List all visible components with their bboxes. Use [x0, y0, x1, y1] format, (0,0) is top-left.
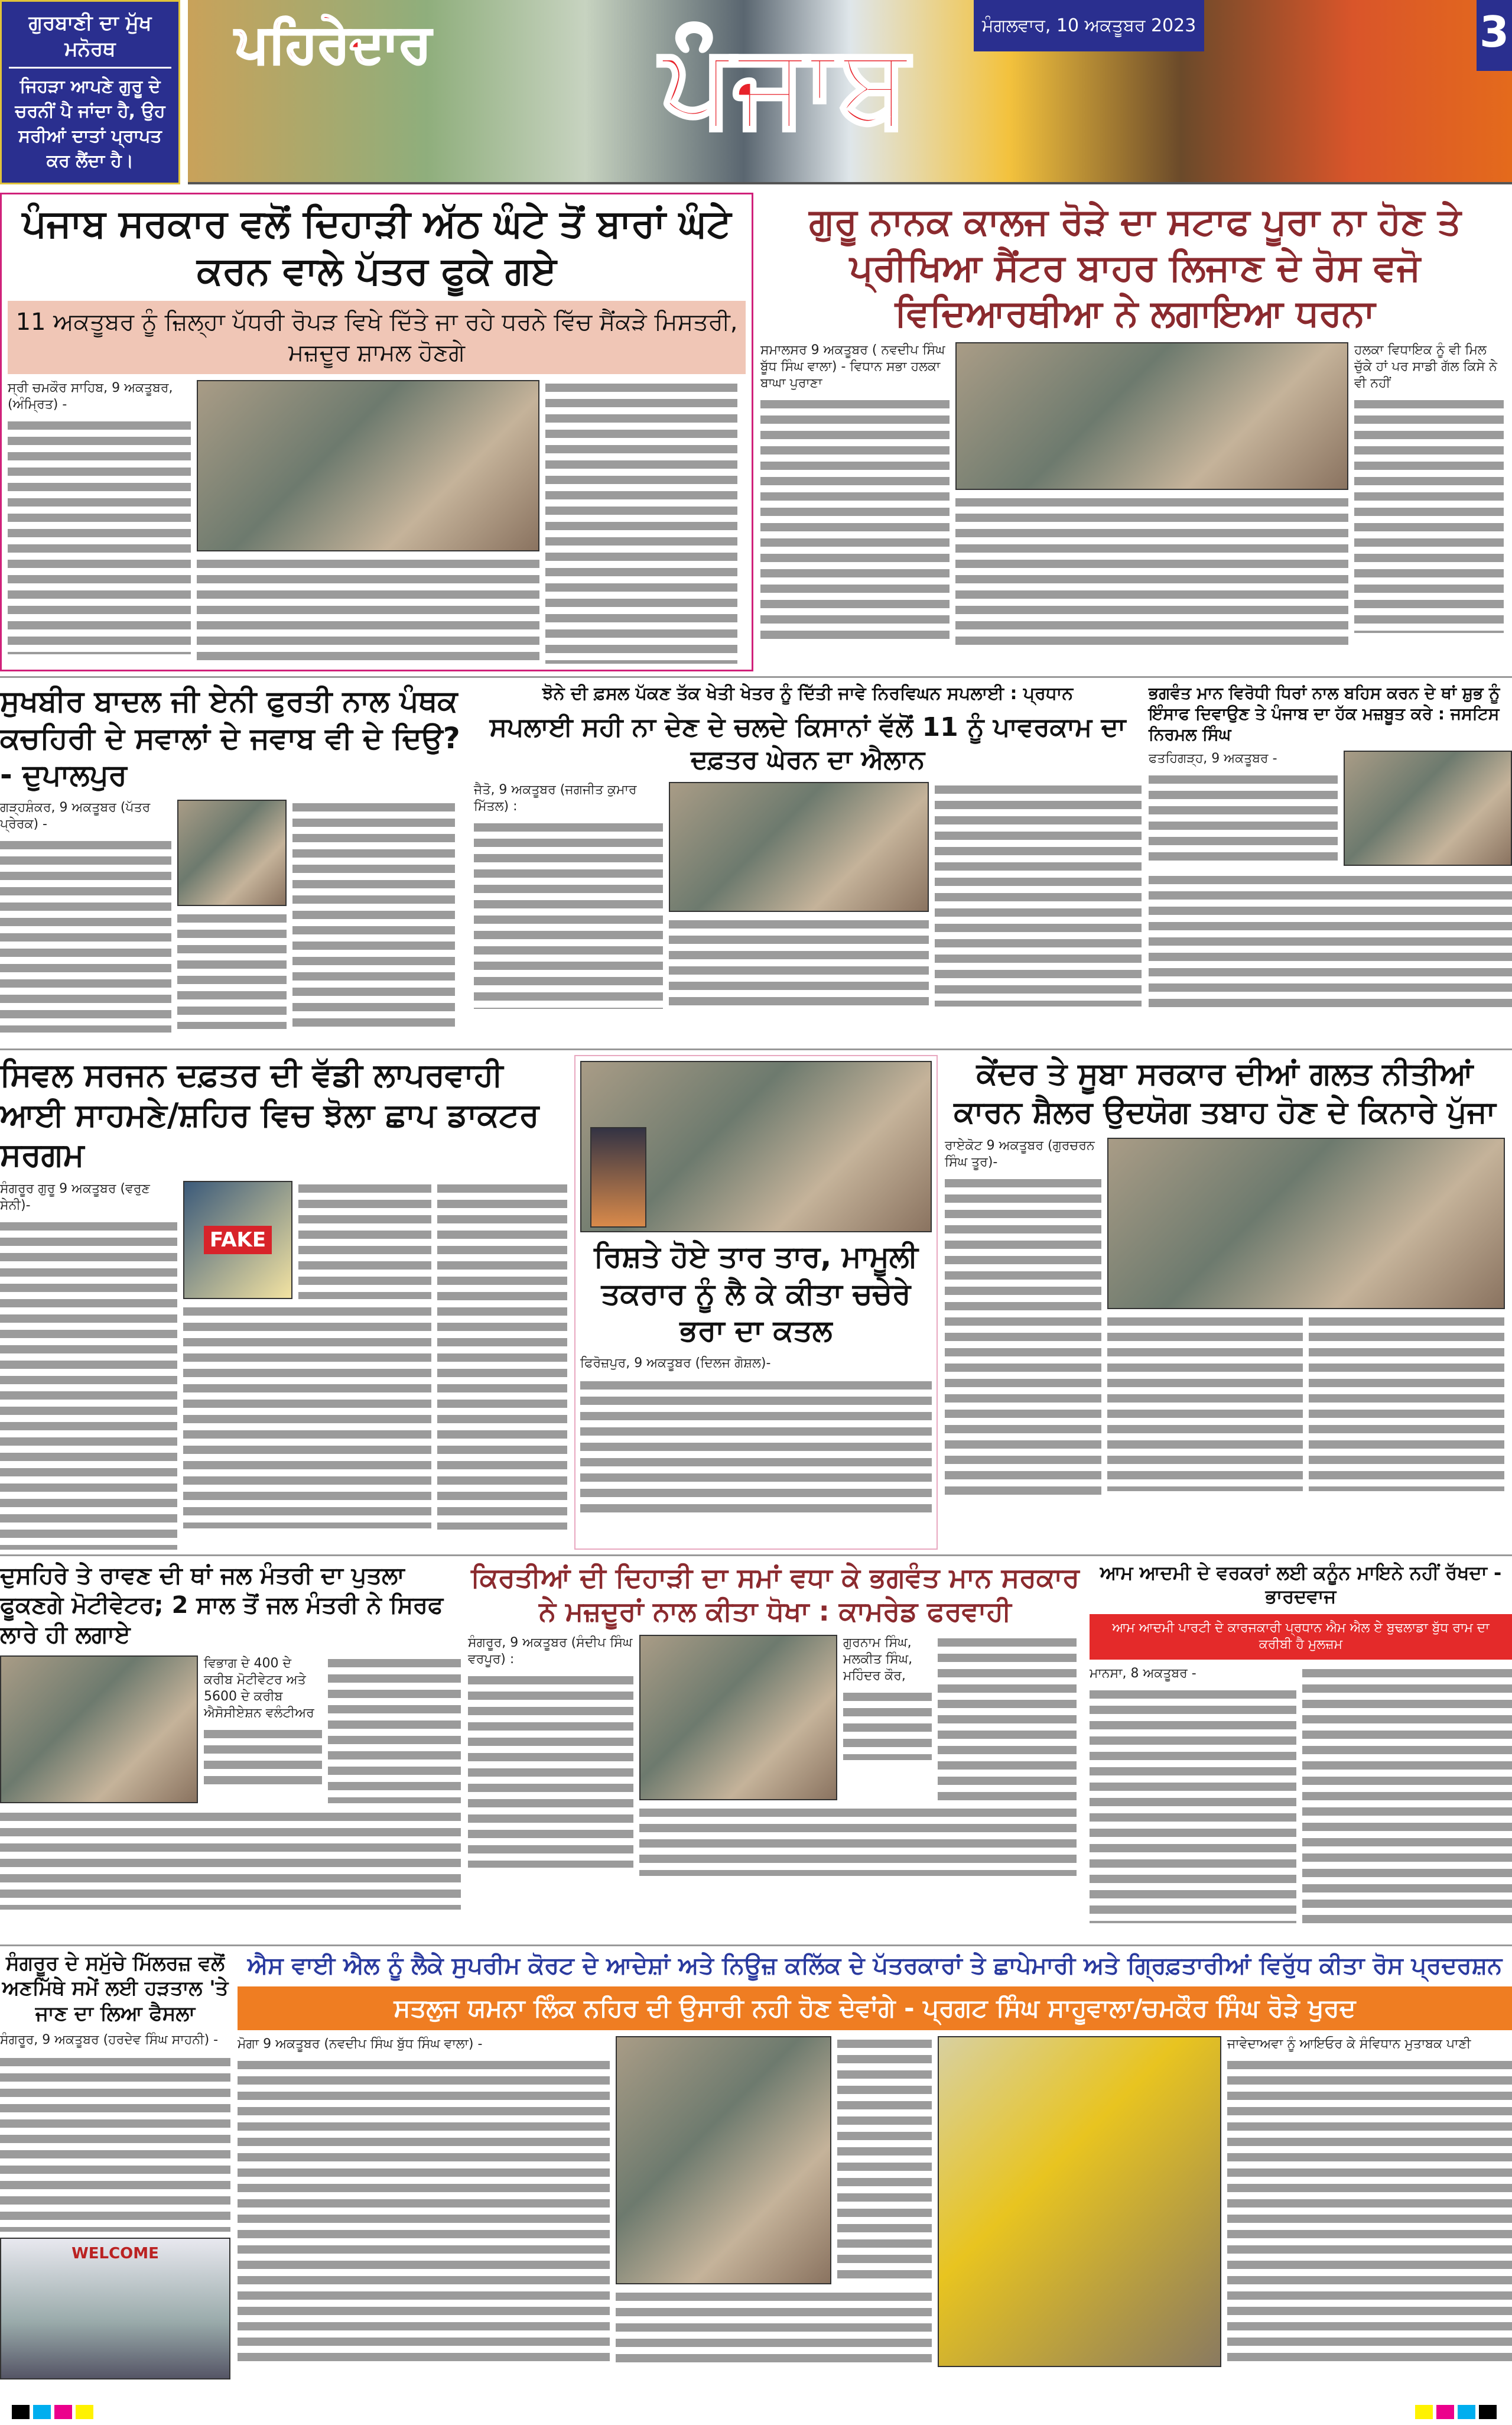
portrait-photo — [1344, 751, 1512, 866]
story-aap-workers — [1090, 1561, 1512, 1940]
body-text — [1107, 1314, 1303, 1491]
portrait-photo — [177, 800, 287, 906]
body-text — [197, 556, 539, 663]
body-text — [8, 418, 191, 654]
body-text — [760, 397, 950, 645]
story-powercom — [474, 683, 1142, 1044]
body-text — [639, 1805, 1077, 1876]
dateline: ਮਾਨਸਾ, 8 ਅਕਤੂਬਰ - — [1090, 1666, 1196, 1681]
story-columns — [1090, 1666, 1512, 1926]
column — [1090, 1666, 1296, 1923]
page-number: 3 — [1477, 0, 1512, 71]
story-columns — [760, 342, 1510, 648]
dateline: ਸੰਗਰੂਰ, 9 ਅਕਤੂਬਰ (ਹਰਦੇਵ ਸਿੰਘ ਸਾਹਨੀ) - — [0, 2033, 219, 2047]
headline: ਸਪਲਾਈ ਸਹੀ ਨਾ ਦੇਣ ਦੇ ਚਲਦੇ ਕਿਸਾਨਾਂ ਵੱਲੋਂ 11 ਨੂੰ ਪਾਵਰਕਾਮ ਦਾ ਦਫ਼ਤਰ ਘੇਰਨ ਦਾ ਐਲਾਨ — [489, 712, 1126, 775]
subheadline: ਸਤਲੁਜ ਯਮਨਾ ਲਿੰਕ ਨਹਿਰ ਦੀ ਉਸਾਰੀ ਨਹੀ ਹੋਣ ਦੇਵਾਂਗੇ - ਪ੍ਰਗਟ ਸਿੰਘ ਸਾਹੂਵਾਲਾ/ਚਮਕੌਰ ਸਿੰਘ ਰੋੜੇ ਖੁਰਦ — [238, 1986, 1512, 2031]
group-photo — [0, 1655, 198, 1803]
column — [292, 800, 455, 1030]
column — [437, 1181, 567, 1530]
body-text — [669, 917, 929, 1005]
body-text — [0, 2054, 230, 2232]
column — [177, 800, 287, 1029]
column — [1354, 342, 1504, 633]
row-1 — [0, 188, 1512, 678]
row-5 — [0, 1946, 1512, 2401]
story-columns — [0, 800, 467, 1033]
protest-photo — [639, 1635, 837, 1800]
column — [545, 380, 737, 664]
news-photo — [955, 342, 1348, 490]
body-text — [837, 2036, 932, 2284]
story-columns — [474, 782, 1142, 1009]
story-columns — [1149, 751, 1512, 866]
headline: ਕਿਰਤੀਆਂ ਦੀ ਦਿਹਾੜੀ ਦਾ ਸਮਾਂ ਵਧਾ ਕੇ ਭਗਵੰਤ ਮਾਨ ਸਰਕਾਰ ਨੇ ਮਜ਼ਦੂਰਾਂ ਨਾਲ ਕੀਤਾ ਧੋਖਾ : ਕਾਮਰੇਡ ਫਰਵਾਹੀ — [471, 1561, 1079, 1627]
meeting-photo — [0, 2238, 230, 2379]
story-justice-nirmal — [1149, 683, 1512, 1044]
story-columns — [0, 1181, 567, 1550]
protest-photo — [616, 2036, 831, 2284]
body-text — [616, 2289, 932, 2366]
body-text — [945, 1176, 1101, 1495]
body-text — [843, 1689, 932, 1760]
masthead — [0, 0, 1512, 184]
sub-columns — [639, 1635, 1077, 1800]
issue-date: ਮੰਗਲਵਾਰ, 10 ਅਕਤੂਬਰ 2023 — [974, 0, 1204, 51]
column — [669, 782, 929, 1005]
column — [1107, 1138, 1505, 1491]
body-text — [938, 1635, 1077, 1800]
body-text-col: ਗੁਰਨਾਮ ਸਿੰਘ, ਮਲਕੀਤ ਸਿੰਘ, ਮਹਿੰਦਰ ਕੌਰ, — [843, 1635, 913, 1683]
dateline: ਗੜ੍ਹਸ਼ੰਕਰ, 9 ਅਕਤੂਬਰ (ਪੱਤਰ ਪ੍ਰੇਰਕ) - — [0, 800, 151, 832]
story-syl-protest — [238, 1951, 1512, 2397]
body-text — [1149, 872, 1512, 1014]
body-text — [1354, 397, 1504, 633]
dateline: ਫਿਰੋਜ਼ਪੁਰ, 9 ਅਕਤੂਬਰ (ਦਿਲਜ ਗੋਸ਼ਲ)- — [580, 1355, 771, 1371]
row-2 — [0, 678, 1512, 1050]
column — [0, 1181, 177, 1550]
story-cousin-murder — [574, 1055, 938, 1550]
body-text — [545, 380, 737, 664]
headline: ਸੁਖਬੀਰ ਬਾਦਲ ਜੀ ਏਨੀ ਫੁਰਤੀ ਨਾਲ ਪੰਥਕ ਕਚਹਿਰੀ ਦੇ ਸਵਾਲਾਂ ਦੇ ਜਵਾਬ ਵੀ ਦੇ ਦਿਉ? - ਦੁਪਾਲਪੁਰ — [0, 684, 460, 792]
registration-marks-left — [12, 2405, 97, 2421]
protest-photo-flags — [938, 2036, 1221, 2367]
headline: ਦੁਸਹਿਰੇ ਤੇ ਰਾਵਣ ਦੀ ਥਾਂ ਜਲ ਮੰਤਰੀ ਦਾ ਪੁਤਲਾ ਫੂਕਣਗੇ ਮੋਟੀਵੇਟਰ; 2 ਸਾਲ ਤੋਂ ਜਲ ਮੰਤਰੀ ਨੇ ਸਿਰਫ ਲਾਰੇ ਹੀ ਲਗਾਏ — [0, 1562, 444, 1648]
story-sukhbir — [0, 683, 467, 1044]
body-text — [177, 911, 287, 1029]
fake-label: FAKE — [204, 1226, 272, 1254]
column — [955, 342, 1348, 648]
headline: ਗੁਰੂ ਨਾਨਕ ਕਾਲਜ ਰੋੜੇ ਦਾ ਸਟਾਫ ਪੂਰਾ ਨਾ ਹੋਣ ਤੇ ਪ੍ਰੀਖਿਆ ਸੈਂਟਰ ਬਾਹਰ ਲਿਜਾਣ ਦੇ ਰੋਸ ਵਜੋ ਵਿਦਿਆਰਥੀਆ ਨੇ ਲਗਾਇਆ ਧਰਨਾ — [809, 200, 1461, 335]
column — [1344, 751, 1512, 866]
dateline: ਫਤਹਿਗੜ੍ਹ, 9 ਅਕਤੂਬਰ - — [1149, 751, 1277, 766]
column — [1149, 751, 1338, 866]
column — [639, 1635, 1077, 1876]
column — [1302, 1666, 1512, 1926]
quote-body: ਜਿਹੜਾ ਆਪਣੇ ਗੁਰੂ ਦੇ ਚਰਨੀਂ ਪੈ ਜਾਂਦਾ ਹੈ, ਉਹ ਸਰੀਆਂ ਦਾਤਾਂ ਪ੍ਰਾਪਤ ਕਰ ਲੈਂਦਾ ਹੈ। — [15, 76, 165, 172]
paper-name: ਪਹਿਰੇਦਾਰ — [235, 13, 431, 74]
column — [474, 782, 663, 1009]
column — [8, 380, 191, 654]
body-text — [935, 782, 1142, 1007]
group-photo — [1107, 1138, 1505, 1309]
column — [935, 782, 1142, 1007]
column — [0, 800, 171, 1033]
dateline: ਸੰਗਰੂਰ, 9 ਅਕਤੂਬਰ (ਸੰਦੀਪ ਸਿੰਘ ਵਰਪੂਰ) : — [468, 1635, 633, 1667]
column — [238, 2036, 610, 2365]
story-columns — [238, 2036, 1512, 2367]
masthead-banner — [188, 0, 1512, 184]
sub-columns — [183, 1181, 431, 1299]
body-text — [204, 1726, 322, 1786]
headline: ਕੇਂਦਰ ਤੇ ਸੂਬਾ ਸਰਕਾਰ ਦੀਆਂ ਗਲਤ ਨੀਤੀਆਂ ਕਾਰਨ ਸ਼ੈਲਰ ਉਦਯੋਗ ਤਬਾਹ ਹੋਣ ਦੇ ਕਿਨਾਰੇ ਪੁੱਜਾ — [954, 1056, 1496, 1130]
headline: ਭਗਵੰਤ ਮਾਨ ਵਿਰੋਧੀ ਧਿਰਾਂ ਨਾਲ ਬਹਿਸ ਕਰਨ ਦੇ ਥਾਂ ਸ਼ੁਭ ਨੂੰ ਇੰਸਾਫ ਦਿਵਾਉਣ ਤੇ ਪੰਜਾਬ ਦਾ ਹੱਕ ਮਜ਼ਬੂਤ ਕਰੇ : ਜਸਟਿਸ ਨਿਰਮਲ ਸਿੰਘ — [1149, 683, 1500, 744]
column — [616, 2036, 932, 2366]
dateline: ਵਿਭਾਗ ਦੇ 400 ਦੇ ਕਰੀਬ ਮੋਟੀਵੇਟਰ ਅਤੇ 5600 ਦੇ ਕਰੀਬ ਐਸੋਸੀਏਸ਼ਨ ਵਲੰਟੀਅਰ — [204, 1655, 314, 1720]
section-title: ਪੰਜਾਬ — [661, 20, 909, 150]
row-3 — [0, 1050, 1512, 1556]
dateline: ਸਮਾਲਸਰ 9 ਅਕਤੂਬਰ ( ਨਵਦੀਪ ਸਿੰਘ ਬੂੱਧ ਸਿੰਘ ਵਾਲਾ) - ਵਿਧਾਨ ਸਭਾ ਹਲਕਾ ਬਾਘਾ ਪੁਰਾਣਾ — [760, 342, 945, 391]
news-photo — [197, 380, 539, 551]
story-labour-hours — [0, 193, 753, 671]
dateline: ਰਾਏਕੋਟ 9 ਅਕਤੂਬਰ (ਗੁਰਚਰਨ ਸਿੰਘ ਤੂਰ)- — [945, 1138, 1095, 1170]
body-text-col: ਜਾਵੇਦਾਅਵਾ ਨੂੰ ਆਇਓਰ ਕੇ ਸੰਵਿਧਾਨ ਮੁਤਾਬਕ ਪਾਣੀ — [1227, 2037, 1471, 2052]
quote-title: ਗੁਰਬਾਣੀ ਦਾ ਮੁੱਖ ਮਨੋਰਥ — [9, 10, 171, 69]
body-text — [1227, 2057, 1512, 2365]
column — [945, 1138, 1101, 1495]
body-text — [292, 800, 455, 1030]
headline: ਸੰਗਰੂਰ ਦੇ ਸਮੁੱਚੇ ਮਿੱਲਰਜ਼ ਵਲੋਂ ਅਣਮਿੱਥੇ ਸਮੇਂ ਲਈ ਹੜਤਾਲ 'ਤੇ ਜਾਣ ਦਾ ਲਿਆ ਫੈਸਲਾ — [2, 1951, 229, 2025]
body-text-col: ਹਲਕਾ ਵਿਧਾਇਕ ਨੂੰ ਵੀ ਮਿਲ ਚੁੱਕੇ ਹਾਂ ਪਰ ਸਾਡੀ ਗੱਲ ਕਿਸੇ ਨੇ ਵੀ ਨਹੀਂ — [1354, 342, 1497, 391]
body-text — [0, 837, 171, 1033]
column — [197, 380, 539, 663]
subheadline: 11 ਅਕਤੂਬਰ ਨੂੰ ਜ਼ਿਲ੍ਹਾ ਪੱਧਰੀ ਰੋਪੜ ਵਿਖੇ ਦਿੱਤੇ ਜਾ ਰਹੇ ਧਰਨੇ ਵਿੱਚ ਸੈਂਕੜੇ ਮਿਸਤਰੀ, ਮਜ਼ਦੂਰ ਸ਼ਾਮਲ ਹੋਣਗੇ — [8, 301, 746, 374]
body-text — [468, 1673, 633, 1868]
story-columns — [945, 1138, 1505, 1495]
row-4 — [0, 1556, 1512, 1946]
column — [328, 1655, 461, 1803]
column — [760, 342, 950, 645]
body-text — [328, 1655, 461, 1803]
story-motivators — [0, 1561, 461, 1940]
sub-columns — [1107, 1314, 1505, 1491]
story-millers-strike — [0, 1951, 230, 2397]
body-text — [1149, 772, 1338, 866]
column — [1227, 2036, 1512, 2365]
story-columns — [468, 1635, 1082, 1876]
dateline: ਜੈਤੋ, 9 ਅਕਤੂਬਰ (ਜਗਜੀਤ ਕੁਮਾਰ ਮਿੱਤਲ) : — [474, 782, 637, 814]
story-sheller-industry — [945, 1055, 1505, 1550]
column — [183, 1181, 431, 1528]
body-text — [437, 1181, 567, 1530]
dateline: ਸੰਗਰੂਰ ਗੁਰੂ 9 ਅਕਤੂਬਰ (ਵਰੁਣ ਸੇਨੀ)- — [0, 1181, 150, 1213]
column — [468, 1635, 633, 1868]
body-text — [955, 495, 1348, 648]
column — [204, 1655, 322, 1786]
story-columns — [0, 1655, 461, 1803]
body-text — [1309, 1314, 1504, 1491]
headline: ਪੰਜਾਬ ਸਰਕਾਰ ਵਲੋਂ ਦਿਹਾੜੀ ਅੱਠ ਘੰਟੇ ਤੋਂ ਬਾਰਾਂ ਘੰਟੇ ਕਰਨ ਵਾਲੇ ਪੱਤਰ ਫੂਕੇ ਗਏ — [22, 202, 731, 293]
story-columns — [8, 380, 746, 664]
body-text — [238, 2057, 610, 2365]
body-text — [0, 1219, 177, 1550]
dateline: ਸ੍ਰੀ ਚਮਕੌਰ ਸਾਹਿਬ, 9 ਅਕਤੂਬਰ, (ਅੰਮ੍ਰਿਤ) - — [8, 381, 173, 412]
registration-marks-right — [1415, 2405, 1500, 2421]
headline: ਸਿਵਲ ਸਰਜਨ ਦਫ਼ਤਰ ਦੀ ਵੱਡੀ ਲਾਪਰਵਾਹੀ ਆਈ ਸਾਹਮਣੇ/ਸ਼ਹਿਰ ਵਿਚ ਝੋਲਾ ਛਾਪ ਡਾਕਟਰ ਸਰਗਮ — [0, 1056, 539, 1173]
fake-doctor-illustration — [183, 1181, 292, 1299]
story-college-protest — [760, 193, 1510, 671]
column — [843, 1635, 932, 1760]
news-photo — [669, 782, 929, 912]
body-text — [1090, 1687, 1296, 1923]
kicker: ਝੋਨੇ ਦੀ ਫ਼ਸਲ ਪੱਕਣ ਤੱਕ ਖੇਤੀ ਖੇਤਰ ਨੂੰ ਦਿੱਤੀ ਜਾਵੇ ਨਿਰਵਿਘਨ ਸਪਲਾਈ : ਪ੍ਰਧਾਨ — [542, 683, 1074, 704]
body-text — [183, 1304, 431, 1528]
news-photo — [580, 1061, 932, 1232]
registration-marks — [0, 2401, 1512, 2425]
story-comrade-farwahi — [468, 1561, 1082, 1940]
body-text — [474, 820, 663, 1009]
body-text — [1302, 1666, 1512, 1926]
quote-box — [0, 0, 180, 184]
headline: ਐਸ ਵਾਈ ਐਲ ਨੂੰ ਲੈਕੇ ਸੁਪਰੀਮ ਕੋਰਟ ਦੇ ਆਦੇਸ਼ਾਂ ਅਤੇ ਨਿਊਜ਼ ਕਲਿੱਕ ਦੇ ਪੱਤਰਕਾਰਾਂ ਤੇ ਛਾਪੇਮਾਰੀ ਅਤੇ ਗ੍ਰਿਫ਼ਤਾਰੀਆਂ ਵਿਰੁੱਧ ਕੀਤਾ ਰੋਸ ਪ੍ਰਦਰਸ਼ਨ — [247, 1952, 1503, 1979]
body-text — [580, 1378, 932, 1520]
welcome-sign: WELCOME — [71, 2245, 159, 2262]
dateline: ਮੋਗਾ 9 ਅਕਤੂਬਰ (ਨਵਦੀਪ ਸਿੰਘ ਬੁੱਧ ਸਿੰਘ ਵਾਲਾ) - — [238, 2037, 483, 2052]
subheadline: ਆਮ ਆਦਮੀ ਪਾਰਟੀ ਦੇ ਕਾਰਜਕਾਰੀ ਪ੍ਰਧਾਨ ਐਮ ਐਲ ਏ ਬੁਢਲਾਡਾ ਬੁੱਧ ਰਾਮ ਦਾ ਕਰੀਬੀ ਹੈ ਮੁਲਜ਼ਮ — [1090, 1614, 1512, 1660]
portrait-inset — [590, 1127, 646, 1228]
sub-columns — [616, 2036, 932, 2284]
headline: ਰਿਸ਼ਤੇ ਹੋਏ ਤਾਰ ਤਾਰ, ਮਾਮੂਲੀ ਤਕਰਾਰ ਨੂੰ ਲੈ ਕੇ ਕੀਤਾ ਚਚੇਰੇ ਭਰਾ ਦਾ ਕਤਲ — [594, 1239, 918, 1348]
body-text — [298, 1181, 431, 1299]
headline: ਆਮ ਆਦਮੀ ਦੇ ਵਰਕਰਾਂ ਲਈ ਕਨੂੰਨ ਮਾਇਨੇ ਨਹੀਂ ਰੱਖਦਾ - ਭਾਰਦਵਾਜ — [1100, 1561, 1502, 1608]
story-civil-surgeon — [0, 1055, 567, 1550]
body-text — [0, 1809, 461, 1910]
